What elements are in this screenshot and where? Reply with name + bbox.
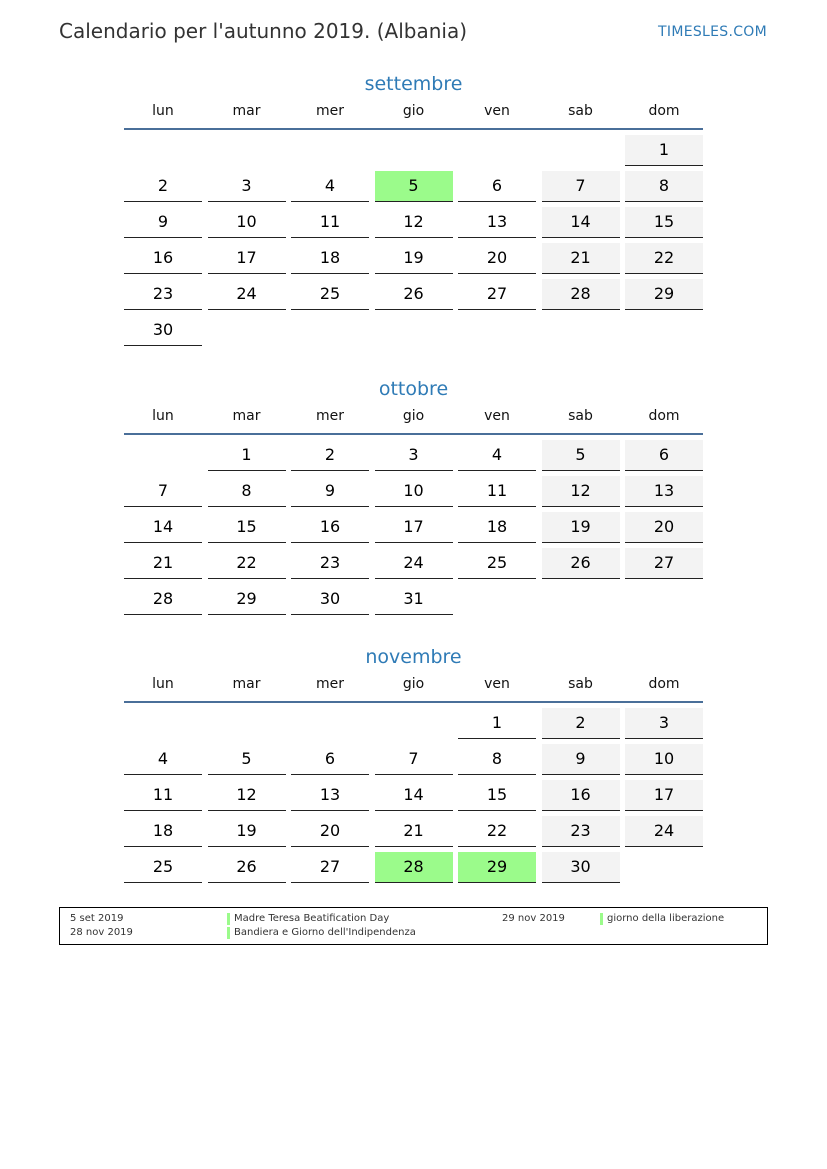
day-cell: 16	[542, 780, 620, 811]
day-cell: 10	[375, 476, 453, 507]
day-cell: 3	[208, 171, 286, 202]
day-cell: 23	[291, 548, 369, 579]
day-cell: 22	[625, 243, 703, 274]
site-link[interactable]: TIMESLES.COM	[658, 24, 767, 40]
day-cell: 27	[625, 548, 703, 579]
weekday-label: ven	[484, 676, 510, 692]
day-cell: 24	[375, 548, 453, 579]
day-cell: 9	[124, 207, 202, 238]
month-title: ottobre	[378, 378, 449, 400]
day-cell: 17	[375, 512, 453, 543]
day-cell: 23	[542, 816, 620, 847]
day-cell: 7	[124, 476, 202, 507]
day-cell: 27	[291, 852, 369, 883]
day-cell: 23	[124, 279, 202, 310]
day-cell: 30	[124, 315, 202, 346]
empty-day-cell	[124, 440, 202, 470]
weekday-label: mer	[315, 408, 344, 424]
day-cell: 18	[291, 243, 369, 274]
day-cell: 16	[124, 243, 202, 274]
day-cell: 12	[208, 780, 286, 811]
day-cell: 18	[458, 512, 536, 543]
day-cell: 15	[458, 780, 536, 811]
week-row	[124, 207, 703, 238]
day-cell: 13	[291, 780, 369, 811]
day-cell: 7	[542, 171, 620, 202]
day-cell: 30	[542, 852, 620, 883]
empty-day-cell	[458, 315, 536, 345]
day-cell: 11	[291, 207, 369, 238]
empty-day-cell	[542, 135, 620, 165]
day-cell: 10	[208, 207, 286, 238]
week-row	[124, 512, 703, 543]
week-row	[124, 135, 703, 166]
empty-day-cell	[208, 135, 286, 165]
empty-day-cell	[625, 852, 703, 882]
day-cell: 26	[375, 279, 453, 310]
day-cell: 14	[542, 207, 620, 238]
weekday-label: dom	[648, 408, 680, 424]
day-cell: 21	[124, 548, 202, 579]
weekday-header	[124, 403, 703, 433]
day-cell: 26	[542, 548, 620, 579]
weekday-label: gio	[402, 676, 425, 692]
day-cell: 22	[458, 816, 536, 847]
day-cell: 14	[375, 780, 453, 811]
day-cell: 19	[208, 816, 286, 847]
day-cell: 29	[625, 279, 703, 310]
legend-date: 29 nov 2019	[502, 913, 565, 924]
header-divider	[124, 433, 703, 435]
legend-holiday-name: Madre Teresa Beatification Day	[227, 913, 389, 924]
month-2	[124, 643, 703, 888]
day-cell: 16	[291, 512, 369, 543]
holiday-day-cell: 5	[375, 171, 453, 202]
day-cell: 8	[458, 744, 536, 775]
day-cell: 6	[458, 171, 536, 202]
empty-day-cell	[542, 584, 620, 614]
day-cell: 2	[542, 708, 620, 739]
weekday-label: ven	[484, 408, 510, 424]
day-cell: 7	[375, 744, 453, 775]
empty-day-cell	[375, 135, 453, 165]
legend-holiday-name: giorno della liberazione	[600, 913, 724, 924]
empty-day-cell	[625, 315, 703, 345]
day-cell: 22	[208, 548, 286, 579]
week-row	[124, 315, 703, 346]
empty-day-cell	[124, 708, 202, 738]
legend-date: 28 nov 2019	[70, 927, 133, 938]
week-row	[124, 440, 703, 471]
weekday-label: mar	[232, 103, 261, 119]
week-row	[124, 171, 703, 202]
week-row	[124, 744, 703, 775]
empty-day-cell	[291, 135, 369, 165]
empty-day-cell	[458, 584, 536, 614]
day-cell: 15	[208, 512, 286, 543]
weekday-label: mar	[232, 676, 261, 692]
weekday-header	[124, 671, 703, 701]
week-row	[124, 780, 703, 811]
weekday-header	[124, 98, 703, 128]
weekday-label: gio	[402, 103, 425, 119]
empty-day-cell	[625, 584, 703, 614]
day-cell: 1	[458, 708, 536, 739]
day-cell: 13	[458, 207, 536, 238]
empty-day-cell	[124, 135, 202, 165]
day-cell: 1	[208, 440, 286, 471]
day-cell: 8	[625, 171, 703, 202]
day-cell: 15	[625, 207, 703, 238]
day-cell: 17	[208, 243, 286, 274]
day-cell: 10	[625, 744, 703, 775]
day-cell: 24	[208, 279, 286, 310]
weekday-label: lun	[152, 676, 174, 692]
legend-holiday-name: Bandiera e Giorno dell'Indipendenza	[227, 927, 416, 938]
day-cell: 3	[625, 708, 703, 739]
week-row	[124, 243, 703, 274]
weekday-label: mer	[315, 103, 344, 119]
day-cell: 20	[458, 243, 536, 274]
day-cell: 21	[542, 243, 620, 274]
day-cell: 9	[542, 744, 620, 775]
day-cell: 30	[291, 584, 369, 615]
day-cell: 9	[291, 476, 369, 507]
weekday-label: sab	[568, 676, 593, 692]
day-cell: 26	[208, 852, 286, 883]
empty-day-cell	[375, 708, 453, 738]
weekday-label: sab	[568, 103, 593, 119]
day-cell: 1	[625, 135, 703, 166]
day-cell: 8	[208, 476, 286, 507]
week-row	[124, 279, 703, 310]
page-title: Calendario per l'autunno 2019. (Albania)	[59, 19, 468, 43]
day-cell: 5	[208, 744, 286, 775]
empty-day-cell	[542, 315, 620, 345]
week-row	[124, 708, 703, 739]
day-cell: 5	[542, 440, 620, 471]
day-cell: 25	[291, 279, 369, 310]
weekday-label: gio	[402, 408, 425, 424]
day-cell: 17	[625, 780, 703, 811]
week-row	[124, 816, 703, 847]
day-cell: 20	[291, 816, 369, 847]
day-cell: 6	[291, 744, 369, 775]
week-row	[124, 548, 703, 579]
month-title: novembre	[365, 646, 462, 668]
week-row	[124, 852, 703, 883]
day-cell: 21	[375, 816, 453, 847]
day-cell: 4	[458, 440, 536, 471]
weekday-label: mer	[315, 676, 344, 692]
month-0	[124, 70, 703, 351]
day-cell: 29	[208, 584, 286, 615]
empty-day-cell	[458, 135, 536, 165]
day-cell: 6	[625, 440, 703, 471]
day-cell: 13	[625, 476, 703, 507]
day-cell: 25	[458, 548, 536, 579]
day-cell: 3	[375, 440, 453, 471]
empty-day-cell	[291, 315, 369, 345]
day-cell: 24	[625, 816, 703, 847]
day-cell: 14	[124, 512, 202, 543]
week-row	[124, 476, 703, 507]
month-title: settembre	[364, 73, 463, 95]
day-cell: 4	[291, 171, 369, 202]
day-cell: 11	[124, 780, 202, 811]
weekday-label: mar	[232, 408, 261, 424]
day-cell: 19	[542, 512, 620, 543]
empty-day-cell	[208, 708, 286, 738]
day-cell: 27	[458, 279, 536, 310]
day-cell: 2	[124, 171, 202, 202]
holiday-day-cell: 29	[458, 852, 536, 883]
holiday-legend	[59, 907, 768, 945]
day-cell: 18	[124, 816, 202, 847]
legend-date: 5 set 2019	[70, 913, 124, 924]
day-cell: 20	[625, 512, 703, 543]
week-row	[124, 584, 703, 615]
empty-day-cell	[375, 315, 453, 345]
weekday-label: sab	[568, 408, 593, 424]
weekday-label: dom	[648, 676, 680, 692]
weekday-label: ven	[484, 103, 510, 119]
day-cell: 28	[124, 584, 202, 615]
day-cell: 11	[458, 476, 536, 507]
empty-day-cell	[208, 315, 286, 345]
weekday-label: lun	[152, 103, 174, 119]
weekday-label: dom	[648, 103, 680, 119]
day-cell: 12	[375, 207, 453, 238]
month-1	[124, 375, 703, 620]
day-cell: 31	[375, 584, 453, 615]
header-divider	[124, 128, 703, 130]
day-cell: 4	[124, 744, 202, 775]
day-cell: 28	[542, 279, 620, 310]
empty-day-cell	[291, 708, 369, 738]
header-divider	[124, 701, 703, 703]
holiday-day-cell: 28	[375, 852, 453, 883]
day-cell: 12	[542, 476, 620, 507]
day-cell: 2	[291, 440, 369, 471]
day-cell: 25	[124, 852, 202, 883]
weekday-label: lun	[152, 408, 174, 424]
day-cell: 19	[375, 243, 453, 274]
